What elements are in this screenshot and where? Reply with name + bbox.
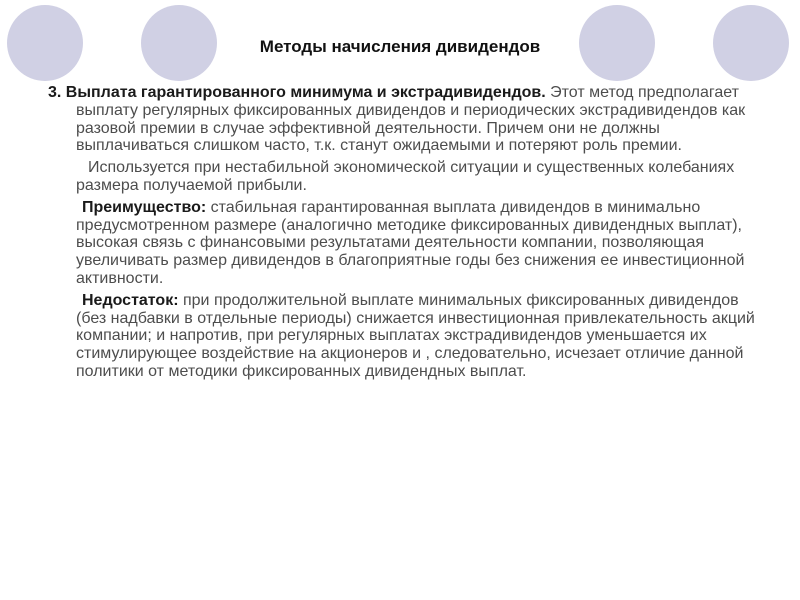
decor-circle-1 [7,5,83,81]
paragraph-disadvantage-lead: Недостаток: [82,291,179,309]
paragraph-usage [48,159,766,195]
paragraph-method-text: Этот метод предполагает выплату регулярных фиксированных дивидендов и периодических экстрадивидендов как разовой премии в случае эффективной деятельности. Причем они не должны выплачиваться слишком часто, т.к. станут ожидаемыми и потеряют роль премии. [76,84,746,155]
paragraph-advantage-lead: Преимущество: [82,198,207,216]
paragraph-method [48,84,766,155]
decor-circle-4 [713,5,789,81]
slide-title: Методы начисления дивидендов [259,37,541,56]
paragraph-disadvantage-text: при продолжительной выплате минимальных фиксированных дивидендов (без надбавки в отдельные периоды) снижается инвестиционная привлекательность акций компании; и напротив, при регулярных выплатах экстрадивидендов уменьшается их стимулирующее воздействие на акционеров и , следовательно, исчезает отличие данной политики от методики фиксированных дивидендных выплат. [76,291,755,380]
paragraph-advantage-text: стабильная гарантированная выплата дивидендов в минимально предусмотренном размере (аналогично методике фиксированных дивидендных выплат), высокая связь с финансовыми результатами деятельности компании, позволяющая увеличивать размер дивидендов в благоприятные годы без снижения ее инвестиционной активности. [76,198,745,287]
slide-body [48,84,766,385]
paragraph-method-lead: 3. Выплата гарантированного минимума и экстрадивидендов. [48,84,546,101]
paragraph-advantage [48,199,766,288]
paragraph-disadvantage [48,292,766,381]
paragraph-usage-text: Используется при нестабильной экономической ситуации и существенных колебаниях размера получаемой прибыли. [76,159,735,194]
